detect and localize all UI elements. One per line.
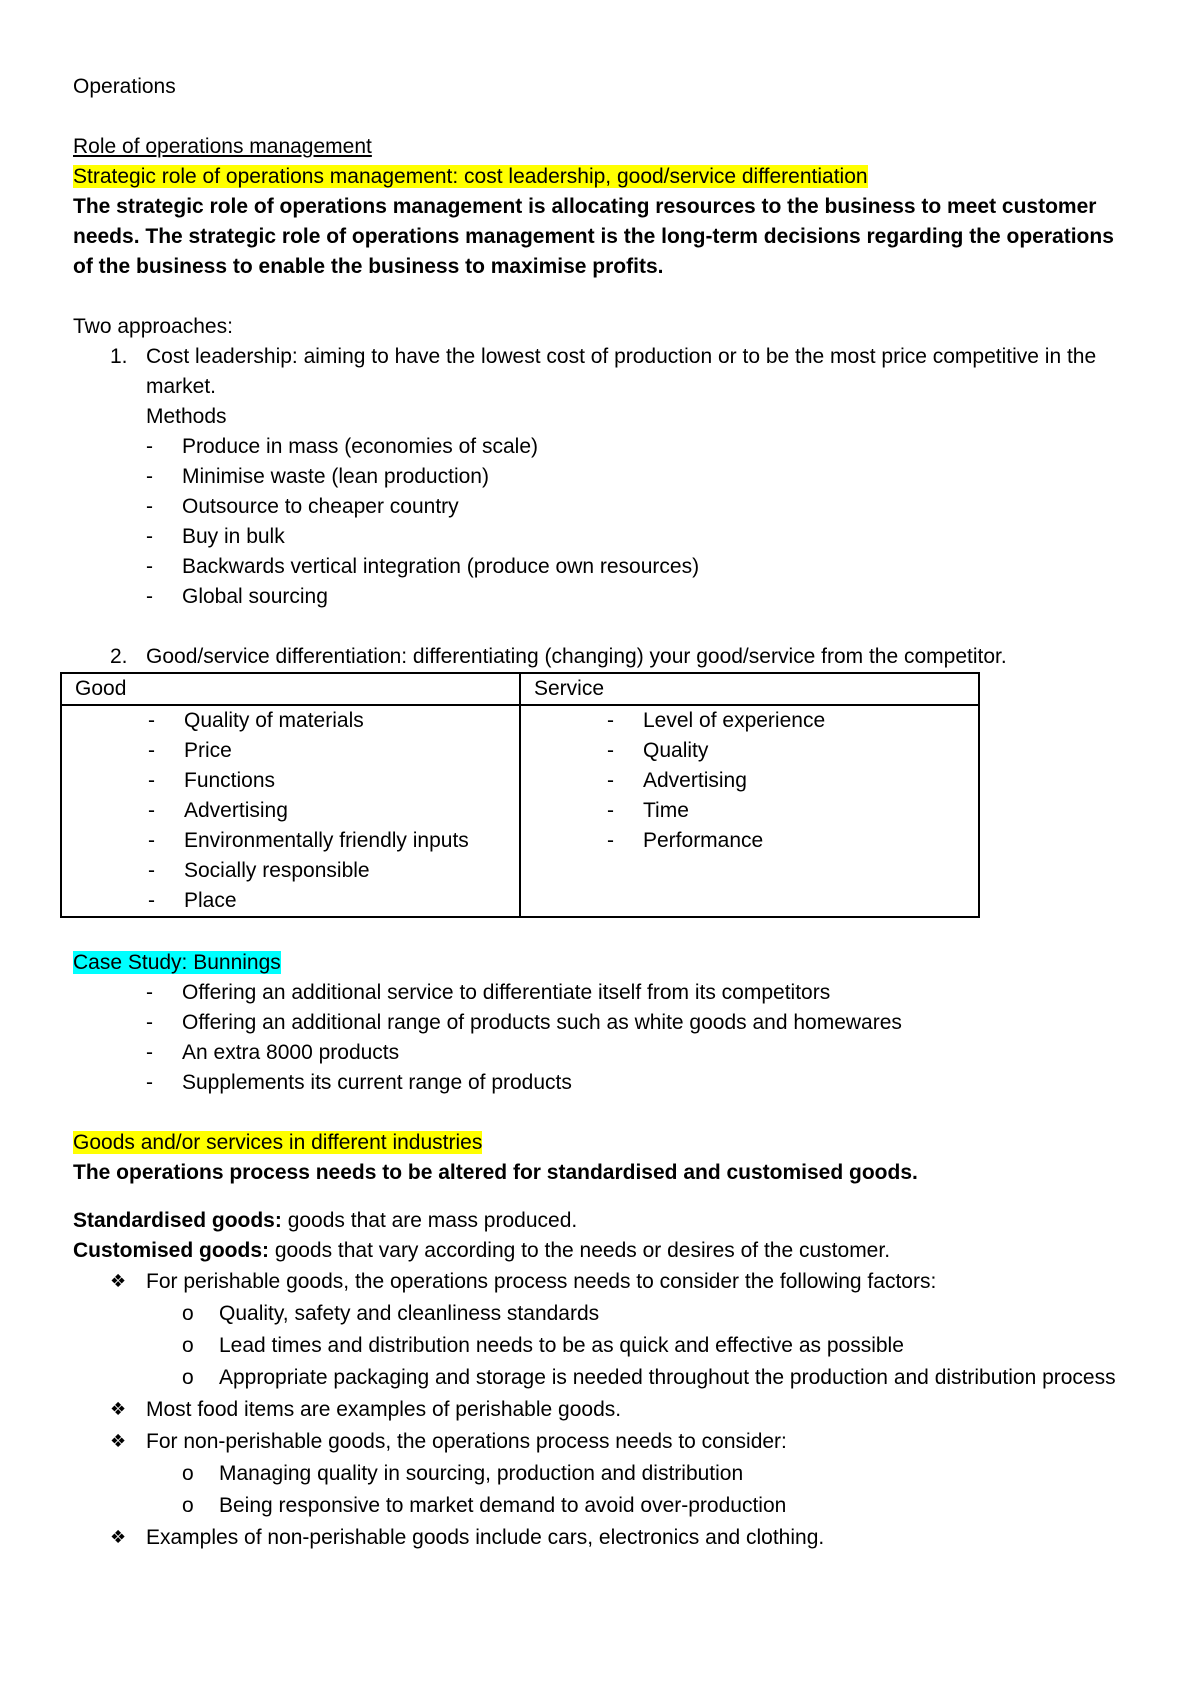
dash-marker: -: [146, 495, 153, 518]
highlighted-heading-goods-services: Goods and/or services in different industries: [73, 1131, 483, 1154]
term-label: Standardised goods:: [73, 1209, 282, 1232]
table-cell-service: [520, 705, 979, 917]
dash-marker: -: [148, 739, 155, 762]
list-item: - Time: [534, 796, 978, 826]
approach-cost-leadership: [73, 342, 1133, 432]
dash-marker: -: [148, 769, 155, 792]
approach-text: Good/service differentiation: differentiating (changing) your good/service from the competitor.: [146, 645, 1007, 668]
dash-marker: -: [607, 739, 614, 762]
circle-bullet-icon: o: [182, 1302, 194, 1325]
list-item: - Place: [75, 886, 519, 916]
term-label: Customised goods:: [73, 1239, 270, 1262]
dash-marker: -: [146, 555, 153, 578]
list-item: ❖ For non-perishable goods, the operations process needs to consider: o Managing quality in sourcing, production and distribution o Being responsive to market demand to avoid over-production: [73, 1426, 1133, 1522]
approach-differentiation: [73, 642, 1133, 672]
diamond-bullet-icon: ❖: [110, 1271, 127, 1292]
perishable-factors-list: [146, 1298, 1133, 1394]
list-item: o Managing quality in sourcing, production and distribution: [146, 1458, 1133, 1490]
non-perishable-factors-list: [146, 1458, 1133, 1522]
dash-marker: -: [146, 435, 153, 458]
approaches-list: [73, 342, 1133, 432]
list-item: - Environmentally friendly inputs: [75, 826, 519, 856]
list-item: - Price: [75, 736, 519, 766]
list-item: - Performance: [534, 826, 978, 856]
list-item: - Backwards vertical integration (produce own resources): [73, 552, 1133, 582]
list-item: ❖ For perishable goods, the operations process needs to consider the following factors: o Quality, safety and cleanliness standards o Lead times and distribution needs to be as quick and effective as possible o Appropriate packaging and storage is needed throughout the production and distribution process: [73, 1266, 1133, 1394]
section-heading-role: Role of operations management: [73, 135, 372, 158]
list-item: - An extra 8000 products: [73, 1038, 1133, 1068]
dash-marker: -: [146, 1011, 153, 1034]
dash-marker: -: [148, 829, 155, 852]
list-item: - Outsource to cheaper country: [73, 492, 1133, 522]
case-study-list: [73, 978, 1133, 1098]
strategic-role-definition: The strategic role of operations management is allocating resources to the business to meet customer needs. The strategic role of operations management is the long-term decisions regarding the operations of the business to enable the business to maximise profits.: [73, 195, 1114, 278]
dash-marker: -: [146, 1071, 153, 1094]
dash-marker: -: [148, 799, 155, 822]
document-title: Operations: [73, 75, 176, 98]
methods-list: [73, 432, 1133, 612]
standardised-goods-definition: Standardised goods: goods that are mass produced.: [73, 1209, 578, 1232]
list-number: 2.: [110, 645, 128, 668]
list-item: - Socially responsible: [75, 856, 519, 886]
list-item: - Quality of materials: [75, 706, 519, 736]
diamond-bullet-icon: ❖: [110, 1431, 127, 1452]
customised-goods-definition: Customised goods: goods that vary according to the needs or desires of the customer.: [73, 1239, 891, 1262]
list-item: o Appropriate packaging and storage is needed throughout the production and distribution process: [146, 1362, 1133, 1394]
list-item: - Level of experience: [534, 706, 978, 736]
dash-marker: -: [146, 585, 153, 608]
list-item: - Offering an additional service to differentiate itself from its competitors: [73, 978, 1133, 1008]
service-items-list: [534, 706, 978, 856]
list-item: o Quality, safety and cleanliness standards: [146, 1298, 1133, 1330]
circle-bullet-icon: o: [182, 1462, 194, 1485]
list-item: - Quality: [534, 736, 978, 766]
dash-marker: -: [146, 1041, 153, 1064]
methods-label: Methods: [146, 405, 227, 428]
list-item: o Lead times and distribution needs to be as quick and effective as possible: [146, 1330, 1133, 1362]
dash-marker: -: [607, 829, 614, 852]
goods-bullet-list: [73, 1266, 1133, 1554]
dash-marker: -: [148, 889, 155, 912]
table-header-service: Service: [520, 673, 979, 705]
dash-marker: -: [607, 769, 614, 792]
diamond-bullet-icon: ❖: [110, 1527, 127, 1548]
approach-text: Cost leadership: aiming to have the lowest cost of production or to be the most price competitive in the market.: [146, 345, 1097, 398]
list-item: - Buy in bulk: [73, 522, 1133, 552]
circle-bullet-icon: o: [182, 1494, 194, 1517]
highlighted-subheading-strategic-role: Strategic role of operations management: cost leadership, good/service differentiation: [73, 165, 868, 188]
document-page: [73, 72, 1133, 1554]
list-number: 1.: [110, 345, 128, 368]
dash-marker: -: [146, 525, 153, 548]
table-cell-good: [61, 705, 520, 917]
dash-marker: -: [146, 981, 153, 1004]
dash-marker: -: [146, 465, 153, 488]
circle-bullet-icon: o: [182, 1366, 194, 1389]
approaches-intro: Two approaches:: [73, 315, 233, 338]
list-item: o Being responsive to market demand to avoid over-production: [146, 1490, 1133, 1522]
list-item: - Advertising: [75, 796, 519, 826]
dash-marker: -: [148, 859, 155, 882]
dash-marker: -: [148, 709, 155, 732]
list-item: - Functions: [75, 766, 519, 796]
list-item: - Offering an additional range of products such as white goods and homewares: [73, 1008, 1133, 1038]
table-header-good: Good: [61, 673, 520, 705]
circle-bullet-icon: o: [182, 1334, 194, 1357]
good-items-list: [75, 706, 519, 916]
list-item: ❖ Most food items are examples of perishable goods.: [73, 1394, 1133, 1426]
dash-marker: -: [607, 709, 614, 732]
good-service-table: [60, 672, 980, 918]
dash-marker: -: [607, 799, 614, 822]
list-item: - Advertising: [534, 766, 978, 796]
highlighted-heading-case-study: Case Study: Bunnings: [73, 951, 281, 974]
diamond-bullet-icon: ❖: [110, 1399, 127, 1420]
list-item: - Global sourcing: [73, 582, 1133, 612]
list-item: - Supplements its current range of products: [73, 1068, 1133, 1098]
operations-process-intro: The operations process needs to be altered for standardised and customised goods.: [73, 1161, 918, 1184]
approaches-list-continued: [73, 642, 1133, 672]
list-item: - Produce in mass (economies of scale): [73, 432, 1133, 462]
list-item: ❖ Examples of non-perishable goods include cars, electronics and clothing.: [73, 1522, 1133, 1554]
list-item: - Minimise waste (lean production): [73, 462, 1133, 492]
